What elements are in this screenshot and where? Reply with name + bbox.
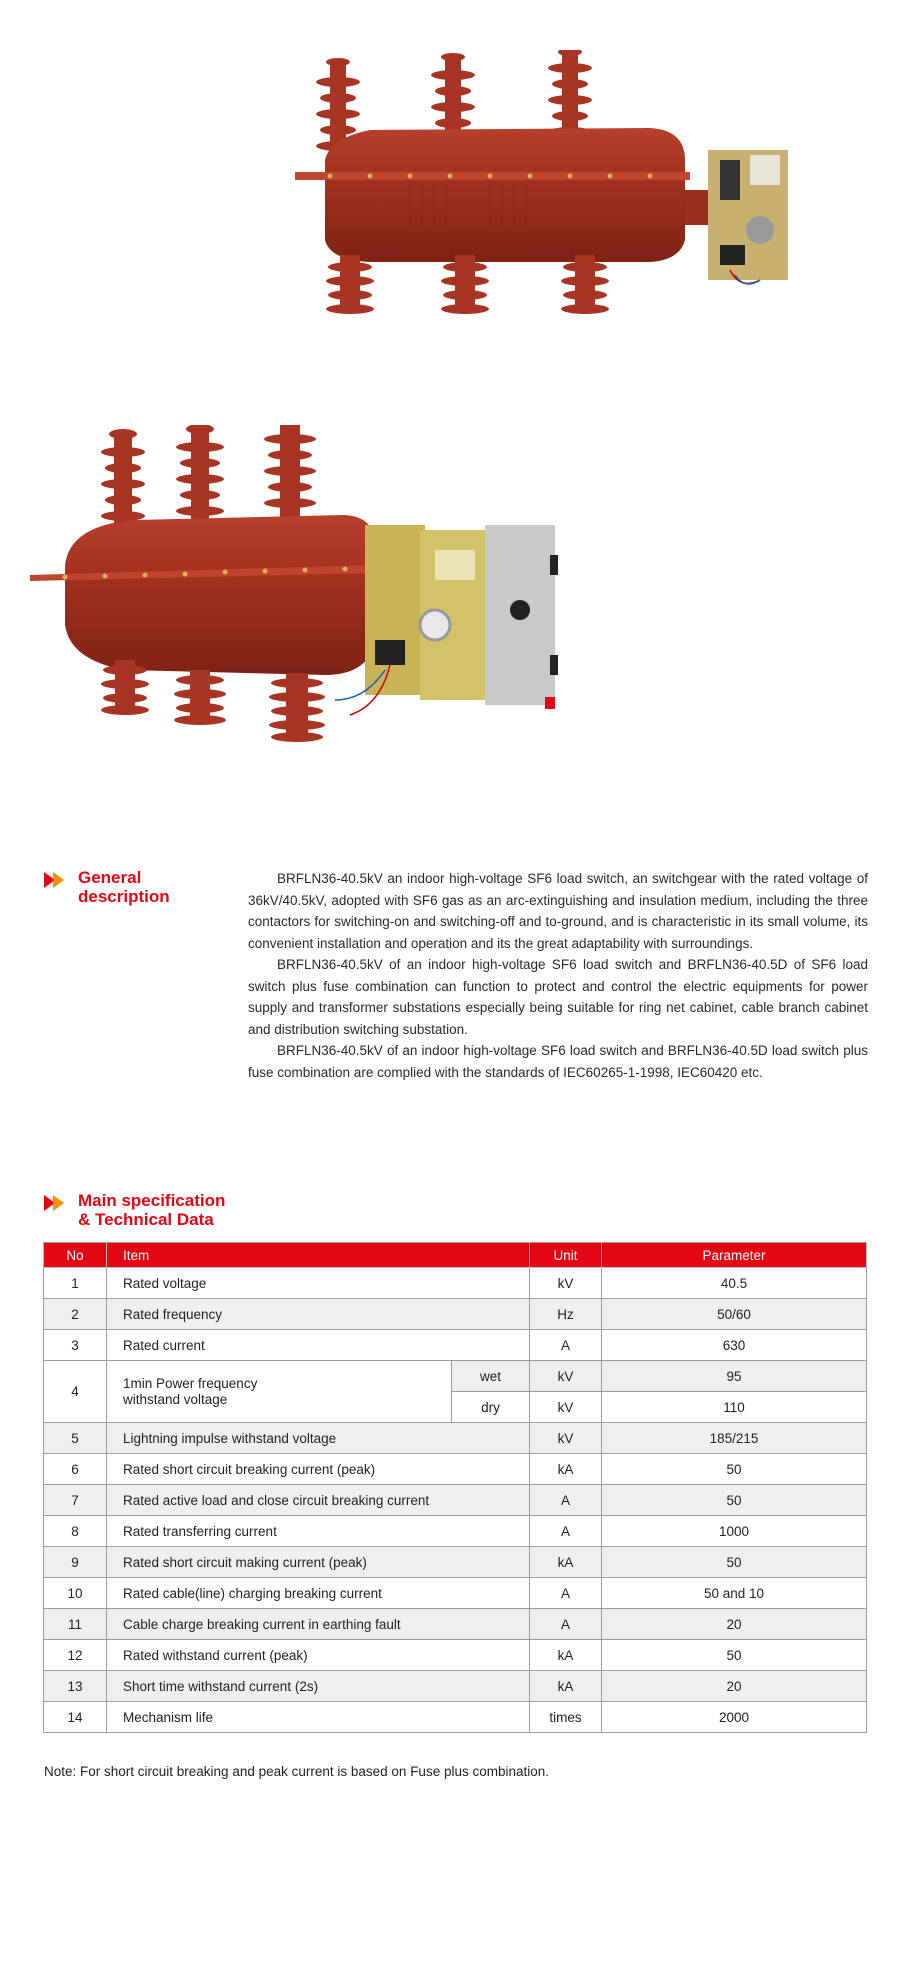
table-header-row <box>44 1243 867 1268</box>
cell-unit: A <box>530 1485 602 1516</box>
table-row <box>44 1454 867 1485</box>
table-row <box>44 1547 867 1578</box>
table-row <box>44 1361 867 1392</box>
double-arrow-icon <box>44 872 68 888</box>
cell-unit: A <box>530 1609 602 1640</box>
operating-mechanism <box>708 150 788 284</box>
specification-table <box>43 1242 867 1733</box>
cell-unit: times <box>530 1702 602 1733</box>
table-row <box>44 1640 867 1671</box>
cell-parameter: 110 <box>602 1392 867 1423</box>
cell-no: 9 <box>44 1547 107 1578</box>
cell-parameter: 50 and 10 <box>602 1578 867 1609</box>
cell-no: 4 <box>44 1361 107 1423</box>
cell-unit: kA <box>530 1547 602 1578</box>
cell-item: Rated current <box>107 1330 530 1361</box>
cell-unit: Hz <box>530 1299 602 1330</box>
cell-no: 7 <box>44 1485 107 1516</box>
cell-parameter: 20 <box>602 1609 867 1640</box>
cell-no: 13 <box>44 1671 107 1702</box>
cell-unit: kA <box>530 1640 602 1671</box>
table-footnote: Note: For short circuit breaking and peak current is based on Fuse plus combination. <box>44 1764 550 1779</box>
table-row <box>44 1702 867 1733</box>
cell-unit: kA <box>530 1671 602 1702</box>
general-description-body <box>248 868 868 1083</box>
cell-parameter: 2000 <box>602 1702 867 1733</box>
cell-parameter: 50 <box>602 1640 867 1671</box>
cell-item: Rated frequency <box>107 1299 530 1330</box>
product-photo-angle <box>25 425 570 745</box>
cell-item: Rated short circuit making current (peak) <box>107 1547 530 1578</box>
operating-mechanism <box>335 525 558 715</box>
header-item: Item <box>107 1243 530 1268</box>
table-row <box>44 1330 867 1361</box>
cell-unit: A <box>530 1516 602 1547</box>
cell-no: 3 <box>44 1330 107 1361</box>
description-paragraph: BRFLN36-40.5kV of an indoor high-voltage SF6 load switch and BRFLN36-40.5D load switch plus fuse combination are complied with the standards of IEC60265-1-1998, IEC60420 etc. <box>248 1043 868 1080</box>
cell-parameter: 630 <box>602 1330 867 1361</box>
cell-no: 6 <box>44 1454 107 1485</box>
cell-no: 5 <box>44 1423 107 1454</box>
cell-no: 8 <box>44 1516 107 1547</box>
cell-item: 1min Power frequency withstand voltage <box>107 1361 452 1423</box>
cell-parameter: 50/60 <box>602 1299 867 1330</box>
cell-parameter: 50 <box>602 1454 867 1485</box>
cell-parameter: 50 <box>602 1485 867 1516</box>
table-row <box>44 1423 867 1454</box>
cell-unit: kV <box>530 1361 602 1392</box>
cell-item: Rated cable(line) charging breaking current <box>107 1578 530 1609</box>
cell-no: 10 <box>44 1578 107 1609</box>
cell-no: 14 <box>44 1702 107 1733</box>
main-specification-heading <box>44 1191 225 1229</box>
cell-unit: kV <box>530 1392 602 1423</box>
cell-sub-condition: dry <box>452 1392 530 1423</box>
header-no: No <box>44 1243 107 1268</box>
cell-unit: kA <box>530 1454 602 1485</box>
table-row <box>44 1516 867 1547</box>
cell-sub-condition: wet <box>452 1361 530 1392</box>
cell-item: Rated transferring current <box>107 1516 530 1547</box>
cell-parameter: 40.5 <box>602 1268 867 1299</box>
cell-parameter: 185/215 <box>602 1423 867 1454</box>
cell-item: Rated withstand current (peak) <box>107 1640 530 1671</box>
general-description-heading <box>44 868 170 906</box>
product-photo-front <box>290 50 910 320</box>
cell-item: Mechanism life <box>107 1702 530 1733</box>
cell-unit: kV <box>530 1268 602 1299</box>
cell-item: Cable charge breaking current in earthing fault <box>107 1609 530 1640</box>
table-row <box>44 1609 867 1640</box>
general-description-title: General description <box>78 868 170 906</box>
cell-no: 2 <box>44 1299 107 1330</box>
cell-unit: A <box>530 1578 602 1609</box>
table-row <box>44 1671 867 1702</box>
cell-no: 12 <box>44 1640 107 1671</box>
cell-unit: kV <box>530 1423 602 1454</box>
cell-no: 1 <box>44 1268 107 1299</box>
cell-item: Rated voltage <box>107 1268 530 1299</box>
table-row <box>44 1268 867 1299</box>
description-paragraph: BRFLN36-40.5kV of an indoor high-voltage SF6 load switch and BRFLN36-40.5D of SF6 load switch plus fuse combination can function to protect and control the electric equipments for power supply and transformer substations especially being suitable for ring net cabinet, cable branch cabinet and distribution switching substation. <box>248 957 868 1037</box>
main-specification-title: Main specification & Technical Data <box>78 1191 226 1229</box>
table-row <box>44 1578 867 1609</box>
table-row <box>44 1299 867 1330</box>
insulator-bottom-group <box>326 255 609 314</box>
header-parameter: Parameter <box>602 1243 867 1268</box>
table-row <box>44 1485 867 1516</box>
cell-parameter: 20 <box>602 1671 867 1702</box>
cell-item: Rated active load and close circuit breaking current <box>107 1485 530 1516</box>
cell-parameter: 50 <box>602 1547 867 1578</box>
cell-no: 11 <box>44 1609 107 1640</box>
cell-parameter: 1000 <box>602 1516 867 1547</box>
cell-parameter: 95 <box>602 1361 867 1392</box>
description-paragraph: BRFLN36-40.5kV an indoor high-voltage SF6 load switch, an switchgear with the rated voltage of 36kV/40.5kV, adopted with SF6 gas as an arc-extinguishing and insulation medium, including the three contactors for switching-on and switching-off and to-ground, and is characteristic in its small volume, its convenient installation and operation and its the great adaptability with surroundings. <box>248 871 868 951</box>
insulator-top-group <box>101 425 316 525</box>
cell-item: Rated short circuit breaking current (peak) <box>107 1454 530 1485</box>
header-unit: Unit <box>530 1243 602 1268</box>
cell-item: Lightning impulse withstand voltage <box>107 1423 530 1454</box>
cell-unit: A <box>530 1330 602 1361</box>
double-arrow-icon <box>44 1195 68 1211</box>
cell-item: Short time withstand current (2s) <box>107 1671 530 1702</box>
